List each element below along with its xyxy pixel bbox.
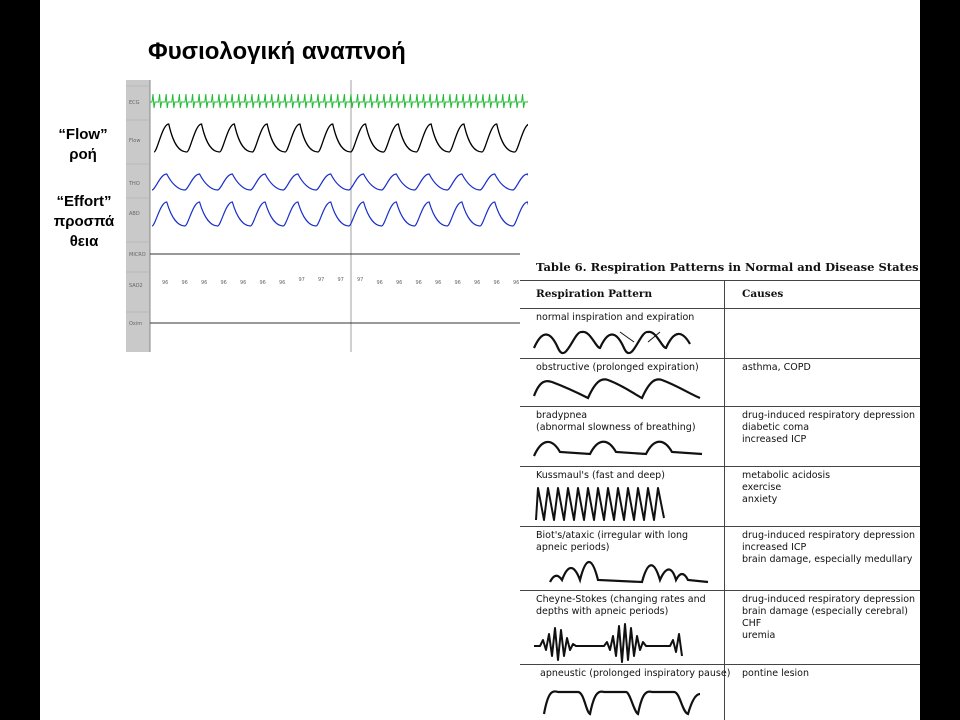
table-title: Table 6. Respiration Patterns in Normal and Disease States	[536, 260, 919, 274]
channel-label: SAO2	[129, 283, 143, 289]
cause-item: drug-induced respiratory depression	[742, 530, 916, 541]
channel-label: MICRO	[129, 252, 146, 258]
pattern-cheyne-stokes	[536, 594, 706, 618]
bradypnea-waveform	[530, 432, 720, 462]
channel-label: THO	[129, 181, 140, 187]
pattern-cheyne-line2: depths with apneic periods)	[536, 606, 669, 617]
sao2-value: 96	[415, 280, 422, 286]
cheyne-stokes-waveform	[530, 616, 720, 664]
pattern-bradypnea	[536, 410, 696, 434]
pattern-bradypnea-line1: bradypnea	[536, 410, 588, 421]
causes-apneustic	[742, 668, 809, 680]
causes-bradypnea	[742, 410, 915, 446]
biot-waveform	[530, 550, 720, 588]
sao2-value: 97	[318, 277, 325, 283]
sao2-value: 96	[396, 280, 403, 286]
channel-label: Flow	[129, 138, 141, 144]
effort-label-en: “Effort”	[56, 193, 112, 210]
sao2-value: 96	[513, 280, 520, 286]
ecg-trace	[150, 94, 528, 108]
flow-label-en: “Flow”	[58, 126, 108, 143]
channel-label: Oxim	[129, 321, 143, 327]
slide-title: Φυσιολογική αναπνοή	[148, 38, 406, 65]
column-header-causes: Causes	[742, 288, 784, 300]
tho-trace	[152, 174, 528, 190]
sao2-value: 97	[337, 277, 344, 283]
kussmaul-waveform	[530, 482, 720, 524]
causes-biot	[742, 530, 915, 566]
cause-item: uremia	[742, 630, 776, 641]
cause-item: diabetic coma	[742, 422, 810, 433]
pattern-biot-line1: Biot's/ataxic (irregular with long	[536, 530, 689, 541]
sao2-value: 96	[435, 280, 442, 286]
sao2-value: 97	[298, 277, 305, 283]
channel-label: ABD	[129, 211, 140, 217]
pattern-obstructive: obstructive (prolonged expiration)	[536, 362, 699, 373]
cause-item: asthma, COPD	[742, 362, 811, 373]
pattern-kussmaul: Kussmaul's (fast and deep)	[536, 470, 665, 481]
effort-label-gr1: προσπά	[53, 213, 115, 230]
cause-item: brain damage, especially medullary	[742, 554, 913, 565]
polysomnography-panel	[126, 80, 528, 352]
sao2-value: 96	[376, 280, 383, 286]
respiration-table	[520, 248, 920, 720]
cause-item: drug-induced respiratory depression	[742, 410, 916, 421]
sao2-value: 96	[162, 280, 169, 286]
cause-item: drug-induced respiratory depression	[742, 594, 916, 605]
psg-traces	[126, 80, 528, 352]
effort-label	[44, 192, 124, 252]
pattern-bradypnea-line2: (abnormal slowness of breathing)	[536, 422, 696, 433]
cause-item: CHF	[742, 618, 762, 629]
channel-label: ECG	[129, 100, 140, 106]
apneustic-waveform	[530, 684, 720, 720]
sao2-value: 96	[279, 280, 286, 286]
sao2-value: 96	[474, 280, 481, 286]
cause-item: metabolic acidosis	[742, 470, 831, 481]
causes-obstructive	[742, 362, 811, 374]
cause-item: exercise	[742, 482, 782, 493]
normal-waveform	[530, 326, 720, 356]
flow-label	[48, 125, 118, 165]
flow-label-gr: ροή	[69, 146, 97, 163]
abd-trace	[152, 202, 528, 226]
obstructive-waveform	[530, 374, 720, 404]
sao2-value: 96	[181, 280, 188, 286]
cause-item: pontine lesion	[742, 668, 810, 679]
flow-trace	[154, 124, 528, 152]
sao2-value: 96	[259, 280, 266, 286]
sao2-value: 96	[220, 280, 227, 286]
sao2-value: 97	[357, 277, 364, 283]
effort-label-gr2: θεια	[69, 233, 99, 250]
causes-cheyne-stokes	[742, 594, 915, 642]
pattern-apneustic: apneustic (prolonged inspiratory pause)	[540, 668, 731, 679]
cause-item: brain damage (especially cerebral)	[742, 606, 908, 617]
pattern-normal: normal inspiration and expiration	[536, 312, 695, 323]
sao2-value: 96	[201, 280, 208, 286]
pattern-biot-line2: apneic periods)	[536, 542, 610, 553]
sao2-value: 96	[493, 280, 500, 286]
column-header-pattern: Respiration Pattern	[536, 288, 653, 300]
cause-item: anxiety	[742, 494, 778, 505]
causes-kussmaul	[742, 470, 830, 506]
cause-item: increased ICP	[742, 434, 807, 445]
slide	[40, 0, 920, 720]
pattern-cheyne-line1: Cheyne-Stokes (changing rates and	[536, 594, 706, 605]
sao2-value: 96	[454, 280, 461, 286]
sao2-value: 96	[240, 280, 247, 286]
cause-item: increased ICP	[742, 542, 807, 553]
